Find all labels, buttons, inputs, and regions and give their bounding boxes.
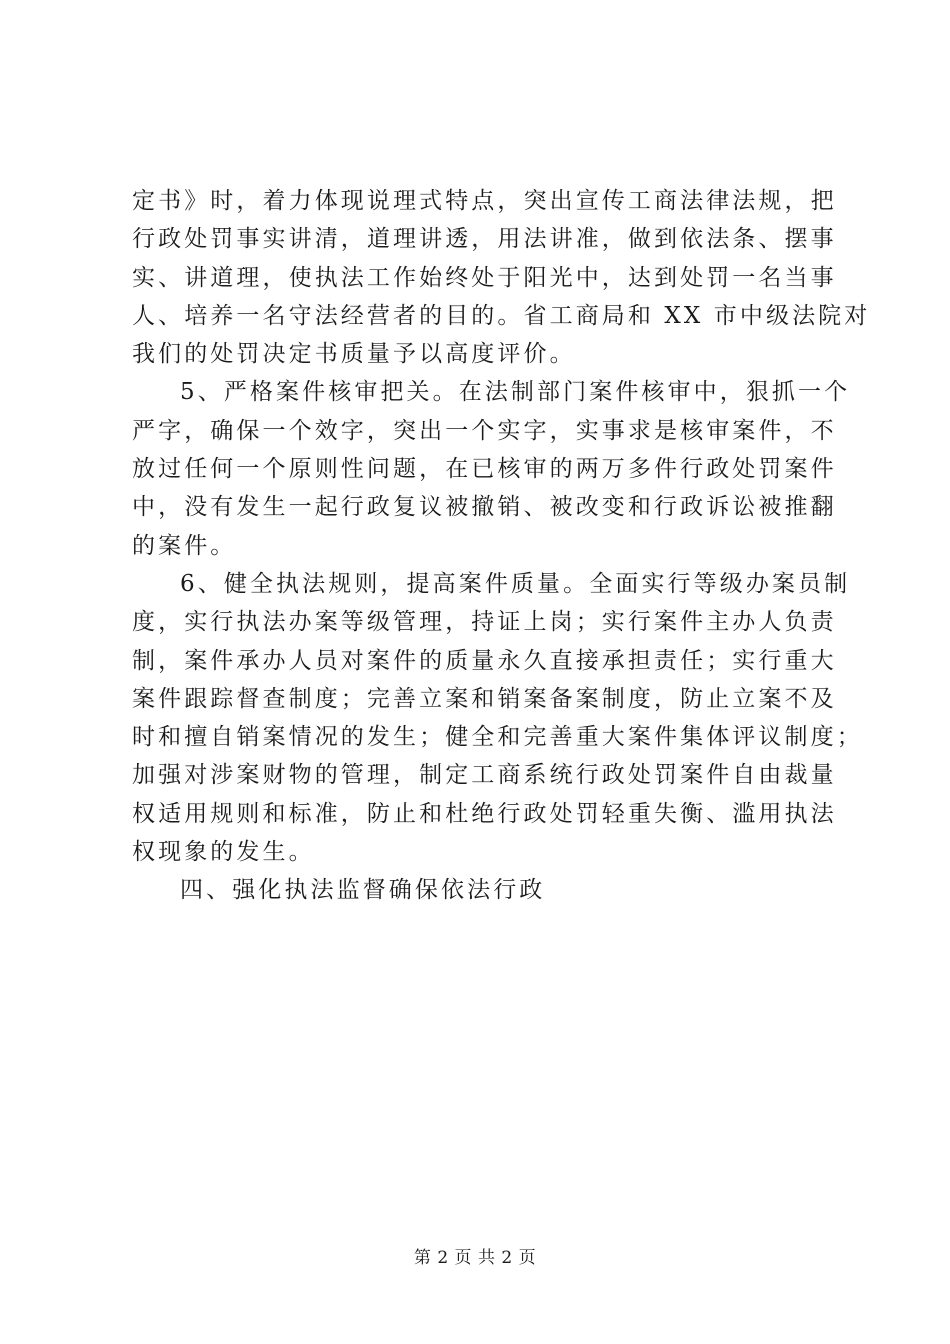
text-line: 度，实行执法办案等级管理，持证上岗；实行案件主办人负责	[132, 609, 837, 636]
body-text	[132, 182, 871, 910]
text-line: 严字，确保一个效字，突出一个实字，实事求是核审案件，不	[132, 417, 837, 444]
section-heading: 四、强化执法监督确保依法行政	[180, 877, 546, 904]
text-line: 时和擅自销案情况的发生；健全和完善重大案件集体评议制度；	[132, 724, 863, 751]
text-line: 实、讲道理，使执法工作始终处于阳光中，达到处罚一名当事	[132, 264, 837, 291]
paragraph-start-line: 5、严格案件核审把关。在法制部门案件核审中，狠抓一个	[180, 379, 851, 406]
paragraph-start-line: 6、健全执法规则，提高案件质量。全面实行等级办案员制	[180, 570, 851, 597]
page-number-footer: 第 2 页 共 2 页	[413, 1248, 537, 1268]
text-line: 加强对涉案财物的管理，制定工商系统行政处罚案件自由裁量	[132, 762, 837, 789]
text-line: 我们的处罚决定书质量予以高度评价。	[132, 341, 576, 368]
text-line: 案件跟踪督查制度；完善立案和销案备案制度，防止立案不及	[132, 685, 837, 712]
text-line: 定书》时，着力体现说理式特点，突出宣传工商法律法规，把	[132, 188, 837, 214]
text-line: 行政处罚事实讲清，道理讲透，用法讲准，做到依法条、摆事	[132, 226, 837, 253]
text-line: 权适用规则和标准，防止和杜绝行政处罚轻重失衡、滥用执法	[132, 800, 837, 827]
text-line: 中，没有发生一起行政复议被撤销、被改变和行政诉讼被推翻	[132, 494, 837, 521]
text-line: 放过任何一个原则性问题，在已核审的两万多件行政处罚案件	[132, 456, 837, 483]
text-line: 人、培养一名守法经营者的目的。省工商局和 XX 市中级法院对	[132, 302, 871, 329]
text-line: 权现象的发生。	[132, 839, 315, 866]
text-line: 制，案件承办人员对案件的质量永久直接承担责任；实行重大	[132, 647, 837, 674]
text-line: 的案件。	[132, 532, 237, 559]
